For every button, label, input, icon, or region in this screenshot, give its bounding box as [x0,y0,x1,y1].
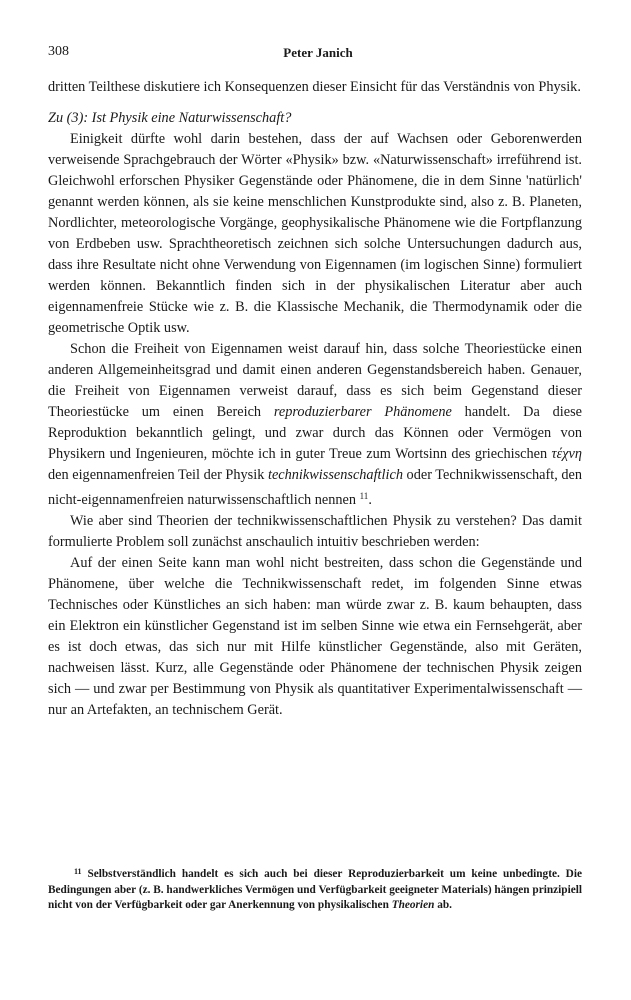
greek-word-techne: τέχνη [551,446,582,462]
paragraph-2-text-d: oder Technikwissenschaft, den nicht-eigennamenfreien naturwissenschaftlich nennen [48,467,583,508]
paragraph-2-text-c: den eigennamenfreien Teil der Physik [48,467,268,483]
paragraph-continuation: dritten Teilthese diskutiere ich Konsequenzen dieser Einsicht für das Verständnis von Physik. [48,79,581,95]
paragraph-4: Auf der einen Seite kann man wohl nicht bestreiten, dass schon die Gegenstände und Phänomene, über welche die Technikwissenschaft redet, im folgenden Sinne etwas Technisches oder Künstliches an sich haben: man würde zwar z. B. kaum behaupten, dass ein Elektron ein künstlicher Gegenstand ist im selben Sinne wie etwa ein Fernsehgerät, aber es ist doch etwas, das sich nur mit Hilfe künstlicher Gegenstände, also mit Geräten, nachweisen lässt. Kurz, alle Gegenstände oder Phänomene der technischen Physik zeigen sich — und zwar per Bestimmung von Physik als quantitativer Experimentalwissenschaft — nur an Artefakten, an technischem Gerät. [48,555,582,718]
page-header [48,44,588,64]
footnote-number: 11 [74,867,82,876]
main-text [48,77,582,721]
emphasis-reproducible-phenomena: reproduzierbarer Phänomene [273,404,452,420]
running-head-author: Peter Janich [283,45,353,60]
footnote-reference[interactable]: 11 [359,491,369,501]
footnote-text-b: ab. [434,899,452,911]
paragraph-2-end: . [368,492,372,508]
paragraph-2 [48,339,582,511]
paragraph-3: Wie aber sind Theorien der technikwissenschaftlichen Physik zu verstehen? Das damit formulierte Problem soll zunächst anschaulich intuitiv beschrieben werden: [48,513,582,550]
page-number: 308 [48,44,69,59]
section-heading: Zu (3): Ist Physik eine Naturwissenschaft? [48,110,292,126]
footnote-emphasis-theorien: Theorien [391,899,435,911]
emphasis-technikwissenschaftlich: technikwissenschaftlich [267,467,403,483]
footnote-text-a: Selbstverständlich handelt es sich auch bei dieser Reproduzierbarkeit um keine unbedingte. Die Bedingungen aber (z. B. handwerkliches Vermögen und Verfügbarkeit geeigneter Materials) hängen prinzipiell nicht von der Verfügbarkeit oder gar Anerkennung von physikalischen [48,868,582,911]
paragraph-2-text-b: handelt. Da diese Reproduktion bekanntlich gelingt, und zwar durch das Können oder Vermögen von Physikern und Ingenieuren, möchte ich in guter Treue zum Wortsinn des griechischen [48,404,582,462]
paragraph-2-text-a: Schon die Freiheit von Eigennamen weist darauf hin, dass solche Theoriestücke einen anderen Allgemeinheitsgrad und damit einen anderen Gegenstandsbereich haben. Genauer, die Freiheit von Eigennamen verweist darauf, dass es sich beim Gegenstand dieser Theoriestücke um einen Bereich [48,341,582,420]
footnote [48,864,582,914]
paragraph-1: Einigkeit dürfte wohl darin bestehen, dass der auf Wachsen oder Geborenwerden verweisende Sprachgebrauch der Wörter «Physik» bzw. «Naturwissenschaft» irreführend ist. Gleichwohl erforschen Physiker Gegenstände oder Phänomene, die in dem Sinne 'natürlich' genannt werden können, als sie keine menschlichen Kunstprodukte sind, also z. B. Planeten, Nordlichter, meteorologische Vorgänge, geophysikalische Phänomene wie die Fortpflanzung von Erdbeben usw. Sprachtheoretisch zeichnen sich solche Untersuchungen dadurch aus, dass ihre Resultate nicht ohne Verwendung von Eigennamen (im logischen Sinne) formuliert werden können. Bekanntlich finden sich in der physikalischen Literatur aber auch eigennamenfreie Stücke wie z. B. die Klassische Mechanik, die Thermodynamik oder die geometrische Optik usw. [48,131,582,336]
